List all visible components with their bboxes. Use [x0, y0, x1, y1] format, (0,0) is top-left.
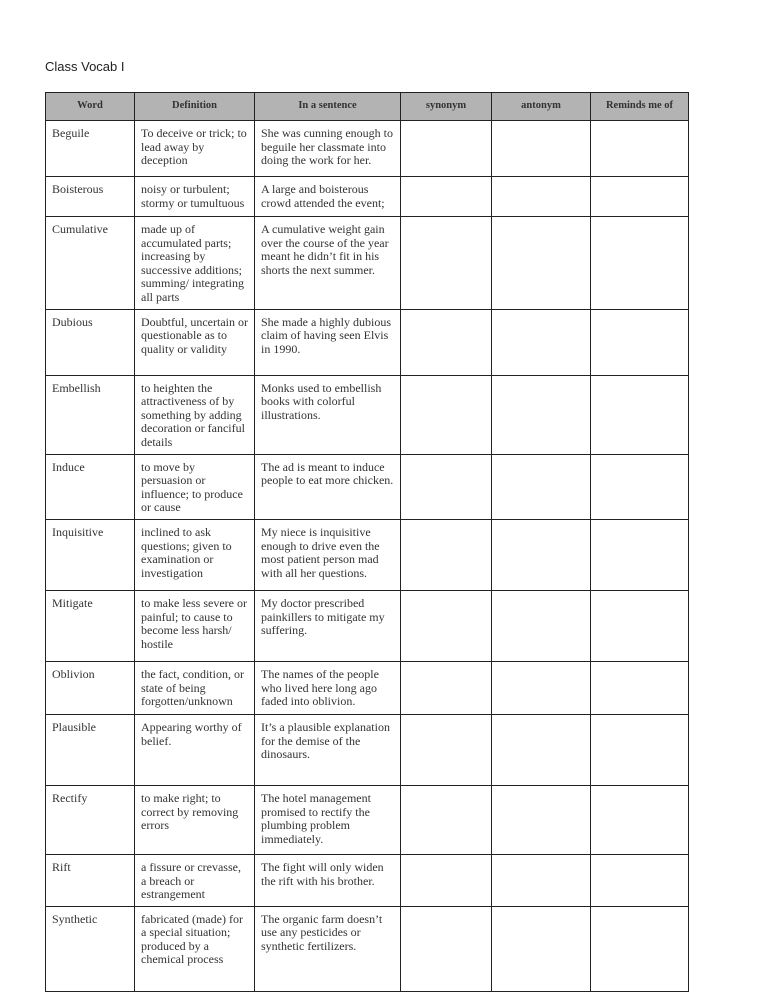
sentence-cell: It’s a plausible explanation for the demise of the dinosaurs.: [255, 714, 401, 785]
reminds-me-of-cell[interactable]: [591, 661, 689, 714]
definition-cell: made up of accumulated parts; increasing by successive additions; summing/ integrating all parts: [135, 217, 255, 310]
synonym-cell[interactable]: [401, 217, 492, 310]
synonym-cell[interactable]: [401, 309, 492, 375]
table-row: [46, 785, 689, 854]
antonym-cell[interactable]: [492, 661, 591, 714]
table-row: [46, 714, 689, 785]
definition-cell: To deceive or trick; to lead away by deception: [135, 121, 255, 177]
synonym-cell[interactable]: [401, 906, 492, 991]
definition-cell: Doubtful, uncertain or questionable as to quality or validity: [135, 309, 255, 375]
antonym-cell[interactable]: [492, 177, 591, 217]
definition-cell: a fissure or crevasse, a breach or estrangement: [135, 854, 255, 906]
definition-cell: inclined to ask questions; given to examination or investigation: [135, 519, 255, 590]
definition-cell: fabricated (made) for a special situation; produced by a chemical process: [135, 906, 255, 991]
table-row: [46, 854, 689, 906]
reminds-me-of-cell[interactable]: [591, 906, 689, 991]
reminds-me-of-cell[interactable]: [591, 309, 689, 375]
table-row: [46, 906, 689, 991]
synonym-cell[interactable]: [401, 375, 492, 454]
synonym-cell[interactable]: [401, 121, 492, 177]
document-title: Class Vocab I: [45, 59, 125, 74]
synonym-cell[interactable]: [401, 177, 492, 217]
antonym-cell[interactable]: [492, 854, 591, 906]
antonym-cell[interactable]: [492, 519, 591, 590]
word-cell: Rift: [46, 854, 135, 906]
header-reminds-me-of: Reminds me of: [591, 93, 689, 121]
sentence-cell: The ad is meant to induce people to eat more chicken.: [255, 454, 401, 519]
sentence-cell: She made a highly dubious claim of having seen Elvis in 1990.: [255, 309, 401, 375]
header-sentence: In a sentence: [255, 93, 401, 121]
synonym-cell[interactable]: [401, 785, 492, 854]
antonym-cell[interactable]: [492, 785, 591, 854]
sentence-cell: She was cunning enough to beguile her classmate into doing the work for her.: [255, 121, 401, 177]
header-row: [46, 93, 689, 121]
definition-cell: the fact, condition, or state of being forgotten/unknown: [135, 661, 255, 714]
antonym-cell[interactable]: [492, 217, 591, 310]
sentence-cell: My niece is inquisitive enough to drive even the most patient person mad with all her questions.: [255, 519, 401, 590]
word-cell: Synthetic: [46, 906, 135, 991]
word-cell: Plausible: [46, 714, 135, 785]
antonym-cell[interactable]: [492, 590, 591, 661]
header-word: Word: [46, 93, 135, 121]
reminds-me-of-cell[interactable]: [591, 785, 689, 854]
definition-cell: to heighten the attractiveness of by something by adding decoration or fanciful details: [135, 375, 255, 454]
header-antonym: antonym: [492, 93, 591, 121]
antonym-cell[interactable]: [492, 121, 591, 177]
antonym-cell[interactable]: [492, 906, 591, 991]
sentence-cell: The fight will only widen the rift with his brother.: [255, 854, 401, 906]
sentence-cell: A cumulative weight gain over the course of the year meant he didn’t fit in his shorts the next summer.: [255, 217, 401, 310]
antonym-cell[interactable]: [492, 375, 591, 454]
header-definition: Definition: [135, 93, 255, 121]
antonym-cell[interactable]: [492, 714, 591, 785]
reminds-me-of-cell[interactable]: [591, 177, 689, 217]
word-cell: Mitigate: [46, 590, 135, 661]
table-row: [46, 661, 689, 714]
word-cell: Induce: [46, 454, 135, 519]
word-cell: Dubious: [46, 309, 135, 375]
header-synonym: synonym: [401, 93, 492, 121]
word-cell: Beguile: [46, 121, 135, 177]
sentence-cell: The hotel management promised to rectify the plumbing problem immediately.: [255, 785, 401, 854]
definition-cell: to move by persuasion or influence; to produce or cause: [135, 454, 255, 519]
table-row: [46, 217, 689, 310]
reminds-me-of-cell[interactable]: [591, 714, 689, 785]
table-row: [46, 121, 689, 177]
definition-cell: to make right; to correct by removing errors: [135, 785, 255, 854]
table-row: [46, 454, 689, 519]
word-cell: Boisterous: [46, 177, 135, 217]
vocab-table: [45, 92, 689, 992]
reminds-me-of-cell[interactable]: [591, 590, 689, 661]
table-row: [46, 309, 689, 375]
reminds-me-of-cell[interactable]: [591, 854, 689, 906]
sentence-cell: Monks used to embellish books with colorful illustrations.: [255, 375, 401, 454]
reminds-me-of-cell[interactable]: [591, 121, 689, 177]
table-row: [46, 177, 689, 217]
sentence-cell: The organic farm doesn’t use any pesticides or synthetic fertilizers.: [255, 906, 401, 991]
synonym-cell[interactable]: [401, 714, 492, 785]
sentence-cell: A large and boisterous crowd attended the event;: [255, 177, 401, 217]
sentence-cell: My doctor prescribed painkillers to mitigate my suffering.: [255, 590, 401, 661]
word-cell: Oblivion: [46, 661, 135, 714]
reminds-me-of-cell[interactable]: [591, 519, 689, 590]
definition-cell: Appearing worthy of belief.: [135, 714, 255, 785]
synonym-cell[interactable]: [401, 519, 492, 590]
table-row: [46, 375, 689, 454]
definition-cell: to make less severe or painful; to cause to become less harsh/ hostile: [135, 590, 255, 661]
synonym-cell[interactable]: [401, 454, 492, 519]
word-cell: Inquisitive: [46, 519, 135, 590]
antonym-cell[interactable]: [492, 454, 591, 519]
word-cell: Cumulative: [46, 217, 135, 310]
definition-cell: noisy or turbulent; stormy or tumultuous: [135, 177, 255, 217]
word-cell: Embellish: [46, 375, 135, 454]
table-row: [46, 519, 689, 590]
antonym-cell[interactable]: [492, 309, 591, 375]
synonym-cell[interactable]: [401, 854, 492, 906]
reminds-me-of-cell[interactable]: [591, 454, 689, 519]
word-cell: Rectify: [46, 785, 135, 854]
synonym-cell[interactable]: [401, 590, 492, 661]
reminds-me-of-cell[interactable]: [591, 375, 689, 454]
sentence-cell: The names of the people who lived here long ago faded into oblivion.: [255, 661, 401, 714]
reminds-me-of-cell[interactable]: [591, 217, 689, 310]
synonym-cell[interactable]: [401, 661, 492, 714]
table-row: [46, 590, 689, 661]
